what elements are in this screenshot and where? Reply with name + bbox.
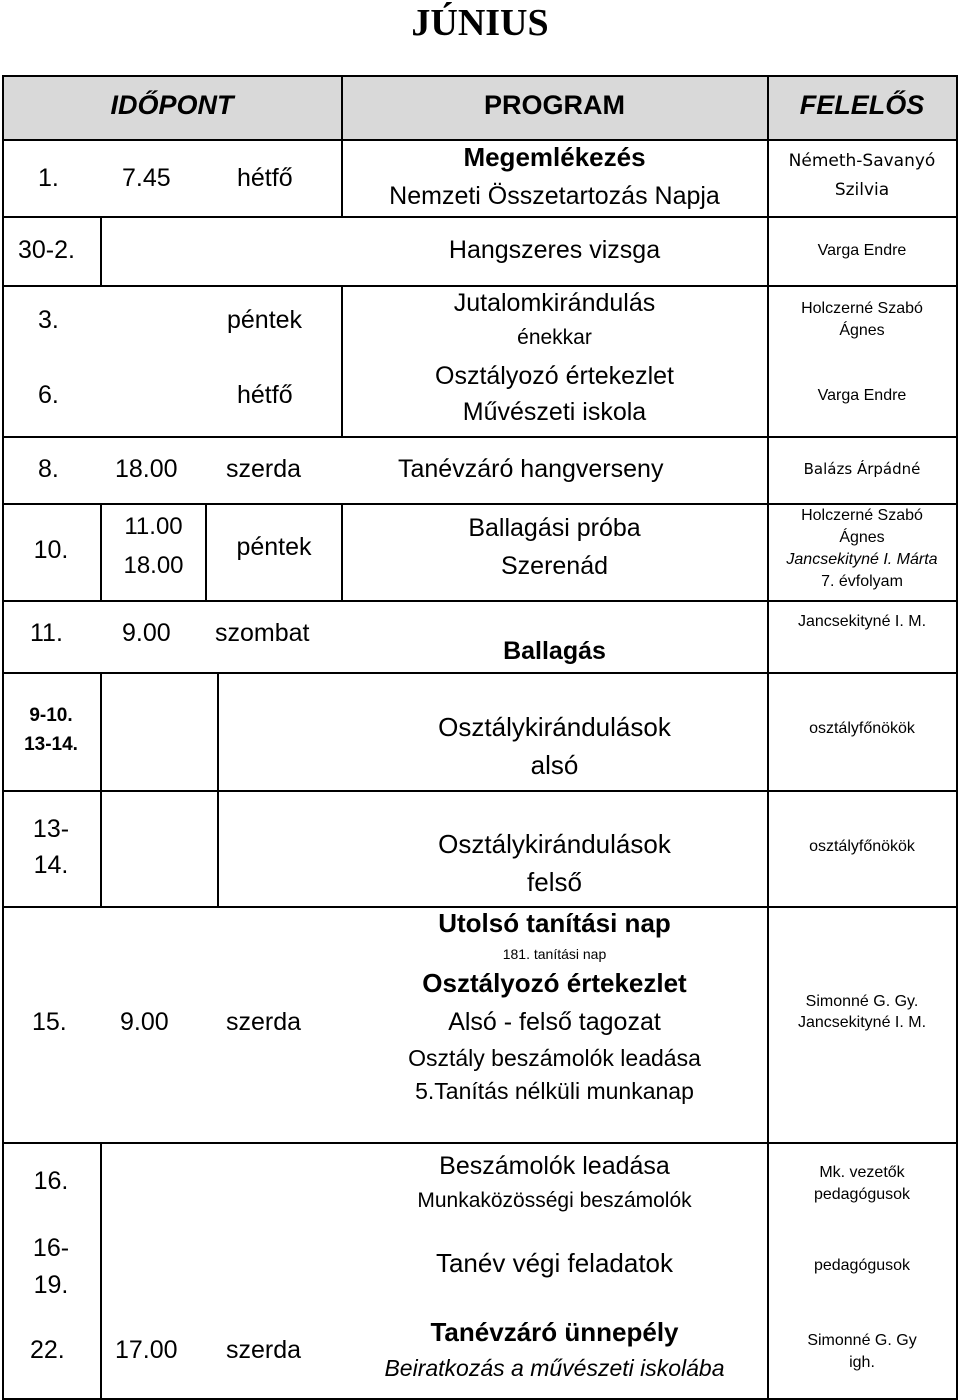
felelos-cell: Simonné G. Gy <box>807 1332 917 1349</box>
date-cell: 8. <box>38 455 59 483</box>
header-idopont: IDŐPONT <box>110 90 234 120</box>
program-subtitle: Nemzeti Összetartozás Napja <box>389 182 720 210</box>
time-cell: 9.00 <box>122 619 171 647</box>
date-cell: 13- <box>32 815 70 843</box>
day-cell: péntek <box>236 533 312 561</box>
felelos-cell: osztályfőnökök <box>809 720 915 737</box>
date-cell: 15. <box>32 1008 67 1036</box>
felelos-cell: Szilvia <box>834 180 890 200</box>
program-subtitle: felső <box>527 867 582 897</box>
time-cell: 18.00 <box>115 455 178 483</box>
program-subtitle: Alsó - felső tagozat <box>448 1008 661 1036</box>
program-subtitle: Munkaközösségi beszámolók <box>417 1189 692 1212</box>
time-cell: 9.00 <box>120 1008 169 1036</box>
program-note: 181. tanítási nap <box>502 946 607 962</box>
program-title: Hangszeres vizsga <box>448 236 661 264</box>
felelos-cell: 7. évfolyam <box>821 573 903 590</box>
date-cell: 6. <box>38 381 59 409</box>
day-cell: hétfő <box>237 381 293 409</box>
program-subtitle: énekkar <box>517 326 592 349</box>
program-subtitle: Osztály beszámolók leadása <box>408 1045 701 1071</box>
time-cell: 11.00 <box>124 513 183 540</box>
program-title: Osztályozó értekezlet <box>435 362 674 390</box>
felelos-cell: Németh-Savanyó <box>788 151 936 171</box>
program-subtitle: alsó <box>530 750 579 780</box>
program-title: Tanévzáró ünnepély <box>430 1317 679 1347</box>
date-cell: 19. <box>33 1271 69 1299</box>
felelos-cell: Jancsekityné I. M. <box>797 613 927 630</box>
date-cell: 3. <box>38 306 59 334</box>
program-title: Beszámolók leadása <box>439 1152 670 1180</box>
program-title: Tanévzáró hangverseny <box>398 455 664 483</box>
felelos-cell: Varga Endre <box>817 242 907 259</box>
day-cell: szerda <box>226 455 302 483</box>
felelos-cell: Balázs Árpádné <box>803 460 921 478</box>
program-title: Osztálykirándulások <box>438 712 671 742</box>
date-cell: 30-2. <box>18 236 75 264</box>
date-cell: 22. <box>30 1336 65 1364</box>
date-cell: 11. <box>30 619 63 647</box>
program-subtitle: Művészeti iskola <box>462 398 647 426</box>
felelos-cell: Jancsekityné I. Márta <box>786 551 938 568</box>
felelos-cell: Jancsekityné I. M. <box>797 1014 927 1031</box>
felelos-cell: Simonné G. Gy. <box>805 993 919 1010</box>
header-program: PROGRAM <box>484 90 625 120</box>
program-title: Utolsó tanítási nap <box>438 908 671 938</box>
day-cell: szombat <box>215 619 310 647</box>
felelos-cell: Varga Endre <box>817 387 907 404</box>
felelos-cell: Holczerné Szabó <box>801 300 923 317</box>
time-cell: 7.45 <box>122 164 171 192</box>
program-subtitle: Szerenád <box>500 552 609 580</box>
program-title: Tanév végi feladatok <box>435 1248 674 1278</box>
date-cell: 16- <box>32 1234 70 1262</box>
program-title: Osztályozó értekezlet <box>422 968 687 998</box>
date-cell: 14. <box>33 851 69 879</box>
felelos-cell: igh. <box>849 1354 875 1371</box>
day-cell: hétfő <box>237 164 293 192</box>
day-cell: szerda <box>226 1336 302 1364</box>
felelos-cell: pedagógusok <box>813 1257 911 1274</box>
date-cell: 9-10. <box>29 705 73 726</box>
felelos-cell: pedagógusok <box>813 1186 911 1203</box>
time-cell: 17.00 <box>115 1336 178 1364</box>
felelos-cell: Holczerné Szabó <box>801 507 923 524</box>
felelos-cell: Ágnes <box>839 322 885 339</box>
felelos-cell: Mk. vezetők <box>819 1164 905 1181</box>
program-title: Ballagás <box>503 637 606 665</box>
felelos-cell: Ágnes <box>839 529 885 546</box>
program-subtitle: Beiratkozás a művészeti iskolába <box>384 1355 725 1381</box>
day-cell: szerda <box>226 1008 302 1036</box>
date-cell: 10. <box>33 536 69 564</box>
header-felelos: FELELŐS <box>799 90 925 120</box>
program-title: Jutalomkirándulás <box>453 289 656 317</box>
program-title: Megemlékezés <box>463 142 646 172</box>
date-cell: 13-14. <box>24 734 78 755</box>
date-cell: 16. <box>33 1167 69 1195</box>
time-cell: 18.00 <box>123 552 184 579</box>
date-cell: 1. <box>38 164 59 192</box>
felelos-cell: osztályfőnökök <box>809 838 915 855</box>
day-cell: péntek <box>227 306 303 334</box>
page-title: JÚNIUS <box>411 2 549 44</box>
program-title: Osztálykirándulások <box>438 829 671 859</box>
program-subtitle: 5.Tanítás nélküli munkanap <box>415 1078 694 1104</box>
program-title: Ballagási próba <box>468 514 641 542</box>
